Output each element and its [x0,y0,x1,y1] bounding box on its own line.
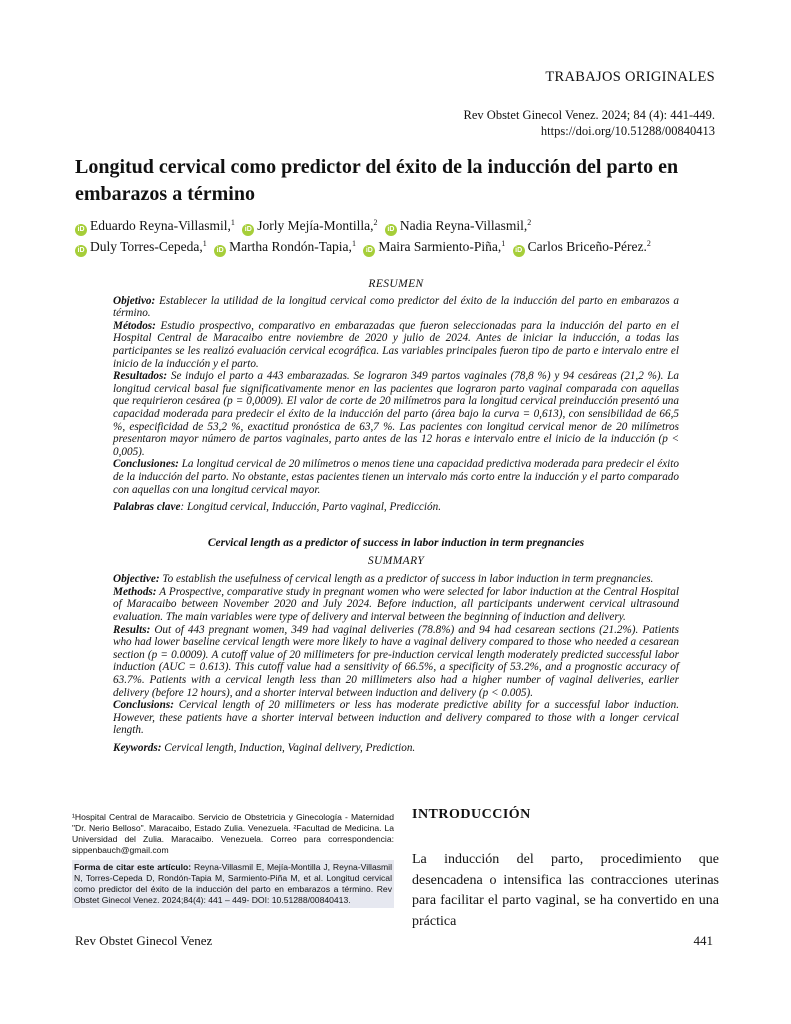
methods-text: A Prospective, comparative study in pregnant women who were selected for labor induction at the Central Hospital of Maracaibo between November 2020 and July 2024. Before induction, all participants underwent cervical ultrasound evaluation. The main variables were type of delivery and interval between the beginning of induction and delivery. [113,585,679,623]
page-number: 441 [693,933,713,948]
section-label: TRABAJOS ORIGINALES [545,69,715,85]
author-name: Martha Rondón-Tapia, [229,239,352,254]
resultados-text: Se indujo el parto a 443 embarazadas. Se lograron 349 partos vaginales (78,8 %) y 94 cesáreas (21,2 %). La longitud cervical basal fue significativamente menor en las pacientes que lograron parto vaginal comparada con aquellas que requirieron cesárea (p = 0,0009). El valor de corte de 20 milímetros para la longitud cervical preinducción presentó una capacidad moderada para predecir el éxito de la inducción del parto (área bajo la curva = 0,613), con sensibilidad de 66,5 %, especificidad de 53,2 %, exactitud pronóstica de 63,7 %. Las pacientes con longitud cervical menor de 20 milímetros presentaron mayor número de partos vaginales, parto antes de las 12 horas e intervalo entre el inicio de la inducción (p < 0,005). [113,370,679,458]
orcid-icon[interactable]: iD [363,245,375,257]
footnote [72,812,394,905]
objective-label: Objective: [113,573,160,586]
results-text: Out of 443 pregnant women, 349 had vaginal deliveries (78.8%) and 94 had cesarean sections (21.2%). Patients who had lower baseline cervical length were more likely to have a vaginal delivery compared to those who needed a cesarean section (p = 0.0009). A cutoff value of 20 millimeters for pre-induction cervical length moderately predicted successful labor induction (AUC = 0.613). This cutoff value had a sensitivity of 66.5%, a specificity of 53.2%, and a prognostic accuracy of 63.7%. Patients with a cervical length less than 20 millimeters also had a higher number of vaginal deliveries, earlier delivery (before 12 hours), and a shorter interval between induction and delivery (p < 0.005). [113,623,679,699]
resumen-heading: RESUMEN [368,278,424,290]
introduction-heading: INTRODUCCIÓN [412,807,531,822]
orcid-icon[interactable]: iD [75,224,87,236]
objective-text: To establish the usefulness of cervical length as a predictor of success in labor induction in term pregnancies. [159,573,654,586]
author-name: Carlos Briceño-Pérez. [527,239,647,254]
conclusiones-label: Conclusiones: [113,458,179,471]
summary-objective [113,573,679,586]
objetivo-label: Objetivo: [113,294,156,307]
article-title: Longitud cervical como predictor del éxito de la inducción del parto en embarazos a término [75,156,679,205]
conclusions-label: Conclusions: [113,699,174,712]
resumen-metodos [113,320,679,370]
conclusiones-text: La longitud cervical de 20 milímetros o menos tiene una capacidad predictiva moderada para predecir el éxito de la inducción del parto. No obstante, estas pacientes tienen un intervalo más corto entre la inducción y el parto comparado con aquellas con una longitud cervical mayor. [113,458,679,496]
author-name: Maira Sarmiento-Piña, [378,239,502,254]
conclusions-text: Cervical length of 20 millimeters or less has moderate predictive ability for a successful labor induction. However, these patients have a shorter interval between induction and delivery compared to those with a longer cervical length. [113,699,679,737]
affiliation-marker: 2 [527,218,532,227]
english-title: Cervical length as a predictor of success in labor induction in term pregnancies [207,537,585,549]
affiliation-marker: 1 [501,239,506,248]
orcid-icon[interactable]: iD [242,224,254,236]
results-label: Results: [113,623,151,636]
author-name: Jorly Mejía-Montilla, [257,218,374,233]
metodos-text: Estudio prospectivo, comparativo en embarazadas que fueron seleccionadas para la inducción del parto en el Hospital Central de Maracaibo entre noviembre de 2020 y julio de 2024. Antes de iniciar la inducción, a todas las participantes se les realizó evaluación cervical ecográfica. Las variables principales fueron tipo de parto e intervalo entre el inicio de la inducción y el parto. [113,319,679,370]
cite-label: Forma de citar este artículo: [74,862,192,872]
citation-box [72,860,394,908]
resumen-resultados [113,370,679,458]
summary-heading: SUMMARY [367,554,425,567]
author-name: Eduardo Reyna-Villasmil, [90,218,231,233]
cite-text: Reyna-Villasmil E, Mejía-Montilla J, Reyna-Villasmil N, Torres-Cepeda D, Rondón-Tapia M, Sarmiento-Piña M, et al. Longitud cervical como predictor del éxito de la inducción del parto en embarazos a término. Rev Obstet Ginecol Venez. 2024;84(4): 441 – 449- DOI: 10.51288/00840413. [74,862,392,905]
author[interactable] [513,236,651,257]
summary-results [113,624,679,700]
methods-label: Methods: [113,585,157,598]
orcid-icon[interactable]: iD [214,245,226,257]
author[interactable] [363,236,505,257]
affiliation-marker: 2 [646,239,651,248]
orcid-icon[interactable]: iD [385,224,397,236]
summary-block [113,537,679,755]
summary-conclusions [113,699,679,737]
author[interactable] [242,215,377,236]
citation-journal: Rev Obstet Ginecol Venez. 2024; 84 (4): 441-449. [463,108,715,122]
orcid-icon[interactable]: iD [513,245,525,257]
affiliations: ¹Hospital Central de Maracaibo. Servicio de Obstetricia y Ginecología - Maternidad "Dr. Nerio Belloso". Maracaibo, Estado Zulia. Venezuela. ²Facultad de Medicina. La Universidad del Zulia. Maracaibo. Venezuela. Correo para correspondencia: sippenbauch@gmail.com [72,812,394,855]
affiliation-marker: 1 [202,239,207,248]
orcid-icon[interactable]: iD [75,245,87,257]
resumen-block [113,278,679,514]
footer-journal: Rev Obstet Ginecol Venez [75,933,213,948]
summary-keywords [113,742,679,755]
author-name: Nadia Reyna-Villasmil, [399,218,528,233]
introduction-text: La inducción del parto, procedimiento que desencadena o intensifica las contracciones uterinas para facilitar el parto vaginal, se ha convertido en una práctica [412,852,719,929]
citation [464,107,715,139]
objetivo-text: Establecer la utilidad de la longitud cervical como predictor del éxito de la inducción del parto en embarazos a término. [113,294,679,320]
metodos-label: Métodos: [113,319,156,332]
author[interactable] [385,215,531,236]
author[interactable] [75,215,235,236]
resumen-keywords [113,501,679,514]
author[interactable] [214,236,356,257]
affiliation-marker: 1 [351,239,356,248]
resumen-conclusiones [113,458,679,496]
author-list [75,215,725,257]
summary-methods [113,586,679,624]
resultados-label: Resultados: [113,370,168,383]
affiliation-marker: 1 [230,218,235,227]
doi-link[interactable]: https://doi.org/10.51288/00840413 [540,124,715,138]
keywords-text: Cervical length, Induction, Vaginal delivery, Prediction. [161,741,416,754]
author-name: Duly Torres-Cepeda, [90,239,203,254]
resumen-objetivo [113,295,679,320]
keywords-label: Keywords: [113,741,162,754]
palabras-clave-text: : Longitud cervical, Inducción, Parto vaginal, Predicción. [180,501,441,514]
palabras-clave-label: Palabras clave [113,501,181,514]
author[interactable] [75,236,207,257]
affiliation-marker: 2 [373,218,378,227]
